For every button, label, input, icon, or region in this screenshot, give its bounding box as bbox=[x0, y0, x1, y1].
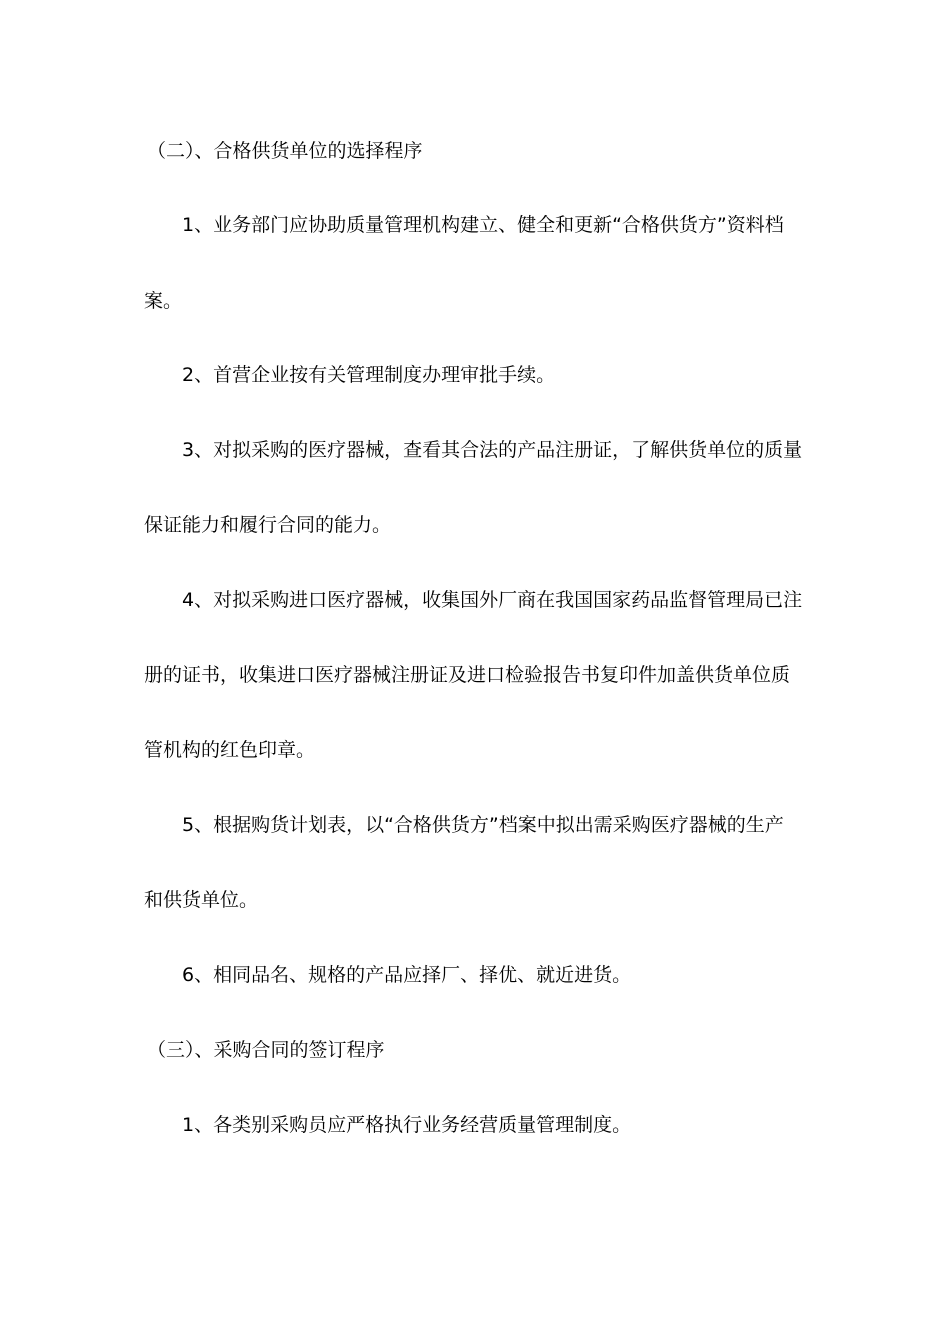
paragraph-line: 5、根据购货计划表，以“合格供货方”档案中拟出需采购医疗器械的生产 bbox=[182, 814, 784, 836]
paragraph-line: 3、对拟采购的医疗器械，查看其合法的产品注册证，了解供货单位的质量 bbox=[182, 439, 803, 461]
section-heading-2: （二）、合格供货单位的选择程序 bbox=[147, 140, 423, 162]
paragraph-line: 6、相同品名、规格的产品应择厂、择优、就近进货。 bbox=[182, 964, 632, 986]
paragraph-line: 1、各类别采购员应严格执行业务经营质量管理制度。 bbox=[182, 1114, 632, 1136]
paragraph-line: 2、首营企业按有关管理制度办理审批手续。 bbox=[182, 364, 556, 386]
paragraph-line: 案。 bbox=[144, 290, 183, 312]
paragraph-line: 4、对拟采购进口医疗器械，收集国外厂商在我国国家药品监督管理局已注 bbox=[182, 589, 803, 611]
paragraph-line: 保证能力和履行合同的能力。 bbox=[144, 514, 392, 536]
paragraph-line: 1、业务部门应协助质量管理机构建立、健全和更新“合格供货方”资料档 bbox=[182, 214, 784, 236]
paragraph-line: 册的证书，收集进口医疗器械注册证及进口检验报告书复印件加盖供货单位质 bbox=[144, 664, 791, 686]
paragraph-line: 和供货单位。 bbox=[144, 889, 259, 911]
paragraph-line: 管机构的红色印章。 bbox=[144, 739, 316, 761]
section-heading-3: （三）、采购合同的签订程序 bbox=[147, 1039, 385, 1061]
